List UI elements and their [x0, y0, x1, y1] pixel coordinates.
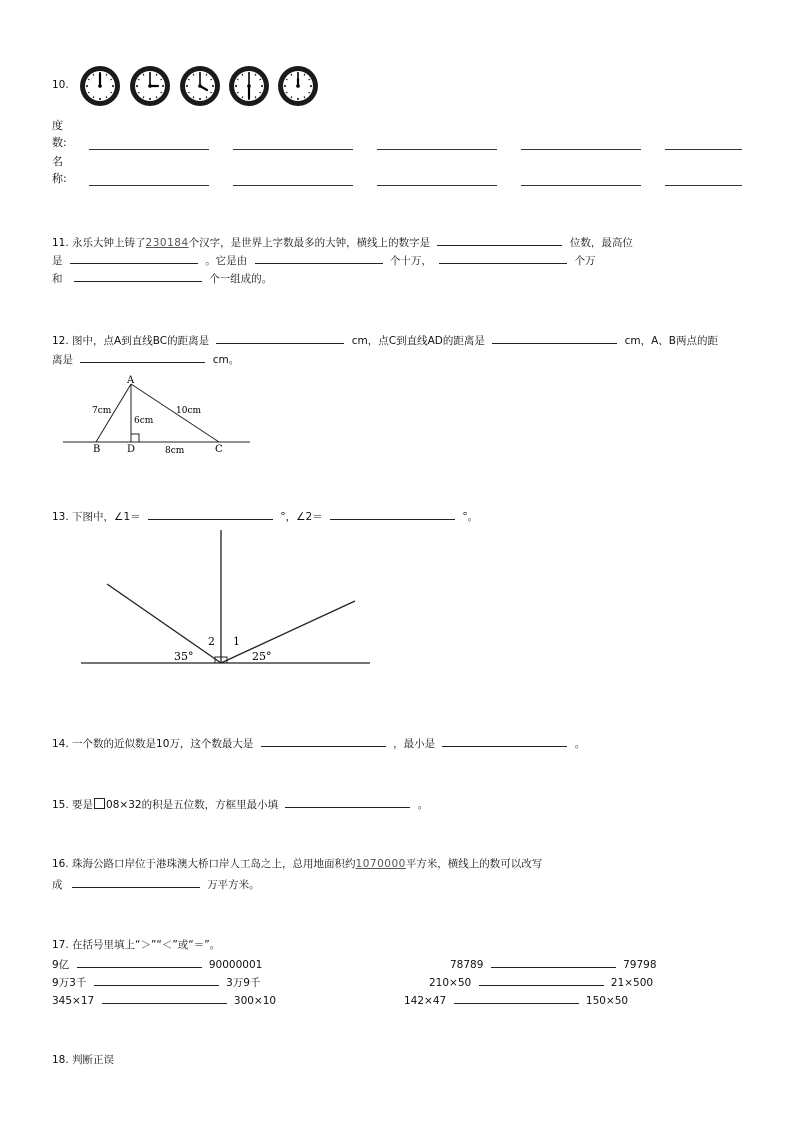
q11-text: 位数，最高位 [569, 237, 633, 249]
compare-row-right [450, 956, 657, 972]
q11-text: 个万 [574, 255, 596, 267]
compare-left-expr: 78789 [450, 959, 484, 971]
q11-text: 个一组成的。 [209, 273, 273, 285]
degree-answer-line[interactable] [89, 149, 209, 150]
q10-side-char: 名 [52, 155, 63, 168]
clock-icon [277, 65, 319, 107]
compare-right-expr: 21×500 [610, 977, 654, 989]
q16-blank[interactable] [72, 876, 200, 888]
triangle-figure [55, 372, 255, 456]
q12-blank-a-to-bc[interactable] [216, 332, 344, 344]
label-ad-length: 6cm [134, 416, 154, 426]
compare-right-expr: 150×50 [585, 995, 629, 1007]
degree-answer-line[interactable] [665, 149, 742, 150]
q16-text: 珠海公路口岸位于港珠澳大桥口岸人工岛之上，总用地面积约 [72, 858, 356, 870]
q11-blank-digits[interactable] [437, 234, 562, 246]
label-ac-length: 10cm [176, 406, 202, 416]
compare-left-expr: 142×47 [404, 995, 447, 1007]
angle-figure [78, 527, 373, 667]
q11-number: 11. [52, 237, 69, 249]
compare-blank[interactable] [454, 992, 579, 1004]
clock-icon [79, 65, 121, 107]
label-ab-length: 7cm [92, 406, 112, 416]
q16-text: 万平方米。 [207, 879, 260, 891]
q13-text: °。 [462, 511, 479, 523]
angle-35-label: 35° [174, 650, 194, 663]
label-c: C [215, 444, 223, 455]
compare-left-expr: 9万3千 [52, 977, 87, 989]
q17-number: 17. [52, 939, 69, 951]
compare-blank[interactable] [102, 992, 227, 1004]
q10-number: 10. [52, 79, 69, 91]
clock-icon [129, 65, 171, 107]
compare-left-expr: 9亿 [52, 959, 70, 971]
compare-row-left [52, 992, 276, 1008]
q16-number-value: 1070000 [355, 858, 406, 870]
compare-right-expr: 79798 [623, 959, 657, 971]
q15-number: 15. [52, 799, 69, 811]
q13-blank-angle1[interactable] [148, 508, 273, 520]
angle-name-answer-line[interactable] [89, 185, 209, 186]
q12-text: 图中，点A到直线BC的距离是 [72, 335, 210, 347]
q12-text: cm，点C到直线AD的距离是 [351, 335, 485, 347]
q10-side-char: 称: [52, 172, 67, 185]
degree-answer-line[interactable] [521, 149, 641, 150]
q12-line1 [52, 332, 718, 348]
compare-row-right [404, 992, 628, 1008]
q15-text: 要是 [72, 799, 94, 811]
q11-text: 个十万， [389, 255, 432, 267]
degree-answer-line[interactable] [233, 149, 353, 150]
q14-blank-max[interactable] [261, 735, 386, 747]
q11-text: 个汉字，是世界上字数最多的大钟，横线上的数字是 [188, 237, 431, 249]
q15-line [52, 796, 428, 812]
q13-line [52, 508, 478, 524]
q16-line1 [52, 857, 542, 871]
compare-right-expr: 300×10 [233, 995, 277, 1007]
angle2-label: 2 [208, 635, 215, 648]
angle-name-answer-line[interactable] [521, 185, 641, 186]
q11-blank-hundred-thousands[interactable] [255, 252, 383, 264]
compare-row-right [429, 974, 653, 990]
q11-number-value: 230184 [145, 237, 189, 249]
q13-number: 13. [52, 511, 69, 523]
q12-number: 12. [52, 335, 69, 347]
q11-blank-ones[interactable] [74, 270, 202, 282]
q15-text: 08×32的积是五位数，方框里最小填 [106, 799, 279, 811]
q13-text: °，∠2＝ [280, 511, 323, 523]
compare-right-expr: 90000001 [208, 959, 263, 971]
q11-text: 永乐大钟上铸了 [72, 237, 146, 249]
q16-text: 平方米，横线上的数可以改写 [405, 858, 543, 870]
q14-number: 14. [52, 738, 69, 750]
compare-blank[interactable] [491, 956, 616, 968]
q11-line3 [52, 270, 272, 286]
segment-ac [131, 384, 219, 442]
left-ray [107, 584, 221, 663]
compare-blank[interactable] [479, 974, 604, 986]
compare-row-left [52, 956, 262, 972]
q13-blank-angle2[interactable] [330, 508, 455, 520]
q15-text: 。 [417, 799, 429, 811]
q11-line1 [52, 234, 633, 250]
q11-text: 是 [52, 255, 63, 267]
compare-left-expr: 345×17 [52, 995, 95, 1007]
square-box-icon [94, 798, 105, 809]
q12-line2 [52, 351, 239, 367]
q11-blank-highest[interactable] [70, 252, 198, 264]
angle-name-answer-line[interactable] [665, 185, 742, 186]
q16-text: 成 [52, 879, 63, 891]
compare-left-expr: 210×50 [429, 977, 472, 989]
q14-line [52, 735, 585, 751]
degree-answer-line[interactable] [377, 149, 497, 150]
q11-text: 。它是由 [205, 255, 248, 267]
q11-line2 [52, 252, 596, 268]
right-angle-mark [131, 434, 139, 442]
clock-icon [228, 65, 270, 107]
compare-row-left [52, 974, 260, 990]
angle1-label: 1 [233, 635, 240, 648]
q12-text: cm，A、B两点的距 [624, 335, 718, 347]
q11-text: 和 [52, 273, 63, 285]
q15-blank[interactable] [285, 796, 410, 808]
label-a: A [127, 375, 135, 386]
compare-right-expr: 3万9千 [226, 977, 261, 989]
compare-blank[interactable] [77, 956, 202, 968]
q16-number: 16. [52, 858, 69, 870]
q12-text: 离是 [52, 354, 73, 366]
q18-number: 18. [52, 1054, 69, 1066]
q14-text: 一个数的近似数是10万，这个数最大是 [72, 738, 254, 750]
q18-text: 判断正误 [72, 1054, 115, 1066]
angle-name-answer-line[interactable] [233, 185, 353, 186]
label-b: B [93, 444, 101, 455]
q14-text: ，最小是 [393, 738, 436, 750]
q16-line2 [52, 876, 260, 892]
clock-icon [179, 65, 221, 107]
q18-title [52, 1053, 114, 1067]
label-d: D [127, 444, 136, 455]
q12-text: cm。 [212, 354, 240, 366]
q14-blank-min[interactable] [442, 735, 567, 747]
compare-blank[interactable] [94, 974, 219, 986]
q14-text: 。 [574, 738, 586, 750]
angle-name-answer-line[interactable] [377, 185, 497, 186]
angle-25-label: 25° [252, 650, 272, 663]
right-ray [221, 601, 355, 663]
q10-side-char: 度 [52, 119, 63, 132]
label-dc-length: 8cm [165, 446, 185, 456]
q17-text: 在括号里填上“＞”“＜”或“＝”。 [72, 939, 221, 951]
q10-side-char: 数: [52, 136, 67, 149]
q12-blank-c-to-ad[interactable] [492, 332, 617, 344]
q11-blank-ten-thousands[interactable] [439, 252, 567, 264]
q12-blank-a-to-b[interactable] [80, 351, 205, 363]
q13-text: 下图中，∠1＝ [72, 511, 141, 523]
q17-title [52, 938, 220, 952]
